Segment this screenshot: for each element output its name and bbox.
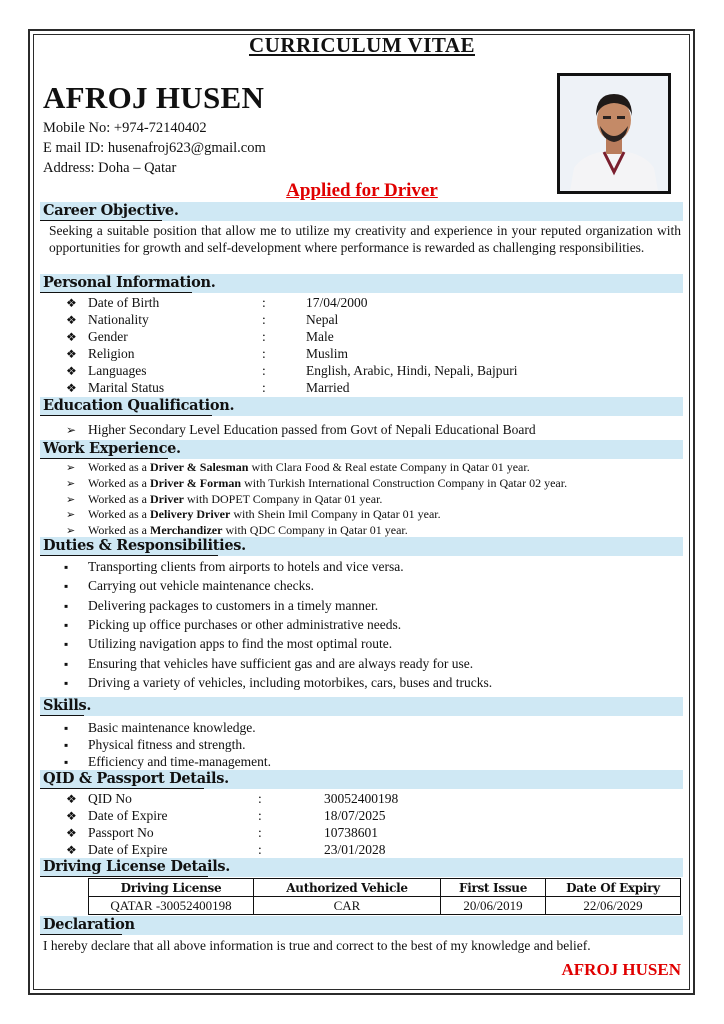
duty-item: Picking up office purchases or other administrative needs.	[88, 617, 402, 632]
work-item-detail: with Shein Imil Company in Qatar 01 year.	[230, 507, 441, 521]
work-item-role: Driver	[150, 492, 184, 506]
personal-value: Nepal	[306, 312, 339, 327]
qid-label: QID No	[88, 791, 132, 806]
work-item-detail: with DOPET Company in Qatar 01 year.	[184, 492, 383, 506]
contact-email: E mail ID: husenafroj623@gmail.com	[43, 140, 266, 156]
diamond-icon: ❖	[66, 330, 77, 344]
colon-separator: :	[258, 842, 262, 857]
qid-value: 10738601	[324, 825, 378, 840]
square-bullet-icon: ▪	[64, 721, 69, 735]
colon-separator: :	[262, 329, 266, 344]
license-cell: 22/06/2029	[546, 897, 681, 915]
colon-separator: :	[258, 791, 262, 806]
skill-item: Basic maintenance knowledge.	[88, 720, 256, 735]
table-row	[89, 897, 681, 915]
duty-item: Delivering packages to customers in a timely manner.	[88, 598, 379, 613]
colon-separator: :	[258, 825, 262, 840]
qid-heading: QID & Passport Details.	[43, 770, 229, 787]
work-item-role: Delivery Driver	[150, 507, 231, 521]
license-cell: CAR	[254, 897, 441, 915]
skills-heading: Skills.	[43, 697, 92, 714]
duty-item: Transporting clients from airports to hotels and vice versa.	[88, 559, 404, 574]
personal-label: Date of Birth	[88, 295, 160, 310]
skill-item: Physical fitness and strength.	[88, 737, 246, 752]
work-item	[88, 492, 382, 507]
diamond-icon: ❖	[66, 843, 77, 857]
diamond-icon: ❖	[66, 347, 77, 361]
work-item-role: Driver & Forman	[150, 476, 242, 490]
personal-value: Male	[306, 329, 334, 344]
arrow-icon: ➢	[66, 478, 76, 490]
square-bullet-icon: ▪	[64, 579, 69, 593]
diamond-icon: ❖	[66, 296, 77, 310]
colon-separator: :	[262, 363, 266, 378]
license-cell: 20/06/2019	[441, 897, 546, 915]
personal-label: Languages	[88, 363, 147, 378]
document-title: CURRICULUM VITAE	[249, 33, 475, 57]
declaration-heading: Declaration	[43, 916, 135, 933]
diamond-icon: ❖	[66, 364, 77, 378]
colon-separator: :	[262, 346, 266, 361]
work-item-role: Driver & Salesman	[150, 460, 249, 474]
qid-underline	[40, 788, 204, 789]
skills-underline	[40, 715, 84, 716]
license-underline	[40, 876, 208, 877]
personal-value: 17/04/2000	[306, 295, 368, 310]
profile-photo	[557, 73, 671, 194]
personal-label: Marital Status	[88, 380, 165, 395]
colon-separator: :	[258, 808, 262, 823]
education-heading: Education Qualification.	[43, 397, 235, 414]
work-item-prefix: Worked as a	[88, 476, 151, 490]
work-item-prefix: Worked as a	[88, 523, 151, 537]
colon-separator: :	[262, 312, 266, 327]
work-item	[88, 476, 567, 491]
career-text: Seeking a suitable position that allow me to utilize my creativity and experience in your reputed organization with opportunities for growth and self-development where performance is rewarded as challenging responsibilities.	[49, 223, 681, 255]
work-item	[88, 507, 441, 522]
qid-label: Date of Expire	[88, 808, 168, 823]
colon-separator: :	[262, 380, 266, 395]
candidate-name: AFROJ HUSEN	[43, 80, 265, 115]
career-underline	[40, 220, 162, 221]
personal-value: Married	[306, 380, 350, 395]
applied-position: Applied for Driver	[286, 180, 438, 201]
arrow-icon: ➢	[66, 509, 76, 521]
duties-underline	[40, 555, 218, 556]
duties-heading: Duties & Responsibilities.	[43, 537, 246, 554]
work-item-role: Merchandizer	[150, 523, 223, 537]
personal-value: Muslim	[306, 346, 349, 361]
license-table	[88, 878, 681, 915]
square-bullet-icon: ▪	[64, 560, 69, 574]
square-bullet-icon: ▪	[64, 755, 69, 769]
work-item-detail: with Clara Food & Real estate Company in Qatar 01 year.	[248, 460, 530, 474]
square-bullet-icon: ▪	[64, 657, 69, 671]
duty-item: Carrying out vehicle maintenance checks.	[88, 578, 315, 593]
career-heading: Career Objective.	[43, 202, 179, 219]
declaration-underline	[40, 934, 122, 935]
square-bullet-icon: ▪	[64, 637, 69, 651]
license-cell: QATAR -30052400198	[89, 897, 254, 915]
personal-label: Gender	[88, 329, 128, 344]
personal-label: Nationality	[88, 312, 149, 327]
license-table-header	[89, 879, 681, 897]
duty-item: Ensuring that vehicles have sufficient gas and are always ready for use.	[88, 656, 474, 671]
arrow-icon: ➢	[66, 423, 77, 437]
work-item-prefix: Worked as a	[88, 507, 151, 521]
arrow-icon: ➢	[66, 462, 76, 474]
education-item: Higher Secondary Level Education passed from Govt of Nepali Educational Board	[88, 422, 536, 437]
work-item-prefix: Worked as a	[88, 460, 151, 474]
qid-value: 30052400198	[324, 791, 399, 806]
license-col-header: Driving License	[89, 879, 254, 897]
license-heading: Driving License Details.	[43, 858, 231, 875]
duty-item: Utilizing navigation apps to find the most optimal route.	[88, 636, 393, 651]
diamond-icon: ❖	[66, 792, 77, 806]
qid-label: Date of Expire	[88, 842, 168, 857]
license-col-header: Authorized Vehicle	[254, 879, 441, 897]
signature-name: AFROJ HUSEN	[561, 960, 681, 979]
arrow-icon: ➢	[66, 494, 76, 506]
colon-separator: :	[262, 295, 266, 310]
work-item	[88, 460, 530, 475]
declaration-text: I hereby declare that all above information is true and correct to the best of my knowledge and belief.	[43, 938, 591, 953]
personal-heading: Personal Information.	[43, 274, 216, 291]
work-item-detail: with QDC Company in Qatar 01 year.	[222, 523, 408, 537]
contact-address: Address: Doha – Qatar	[43, 160, 177, 176]
qid-value: 23/01/2028	[324, 842, 386, 857]
duty-item: Driving a variety of vehicles, including motorbikes, cars, buses and trucks.	[88, 675, 493, 690]
work-item-detail: with Turkish International Construction Company in Qatar 02 year.	[241, 476, 568, 490]
education-underline	[40, 415, 212, 416]
personal-value: English, Arabic, Hindi, Nepali, Bajpuri	[306, 363, 518, 378]
license-col-header: Date Of Expiry	[546, 879, 681, 897]
declaration-bar	[40, 916, 683, 935]
square-bullet-icon: ▪	[64, 618, 69, 632]
diamond-icon: ❖	[66, 313, 77, 327]
diamond-icon: ❖	[66, 809, 77, 823]
personal-underline	[40, 292, 192, 293]
contact-mobile: Mobile No: +974-72140402	[43, 120, 207, 136]
work-item-prefix: Worked as a	[88, 492, 151, 506]
license-col-header: First Issue	[441, 879, 546, 897]
work-heading: Work Experience.	[43, 440, 181, 457]
skills-bar	[40, 697, 683, 716]
square-bullet-icon: ▪	[64, 676, 69, 690]
personal-label: Religion	[88, 346, 135, 361]
qid-value: 18/07/2025	[324, 808, 386, 823]
square-bullet-icon: ▪	[64, 738, 69, 752]
qid-label: Passport No	[88, 825, 154, 840]
diamond-icon: ❖	[66, 381, 77, 395]
work-item	[88, 523, 408, 538]
work-underline	[40, 458, 168, 459]
diamond-icon: ❖	[66, 826, 77, 840]
square-bullet-icon: ▪	[64, 599, 69, 613]
arrow-icon: ➢	[66, 525, 76, 537]
skill-item: Efficiency and time-management.	[88, 754, 272, 769]
